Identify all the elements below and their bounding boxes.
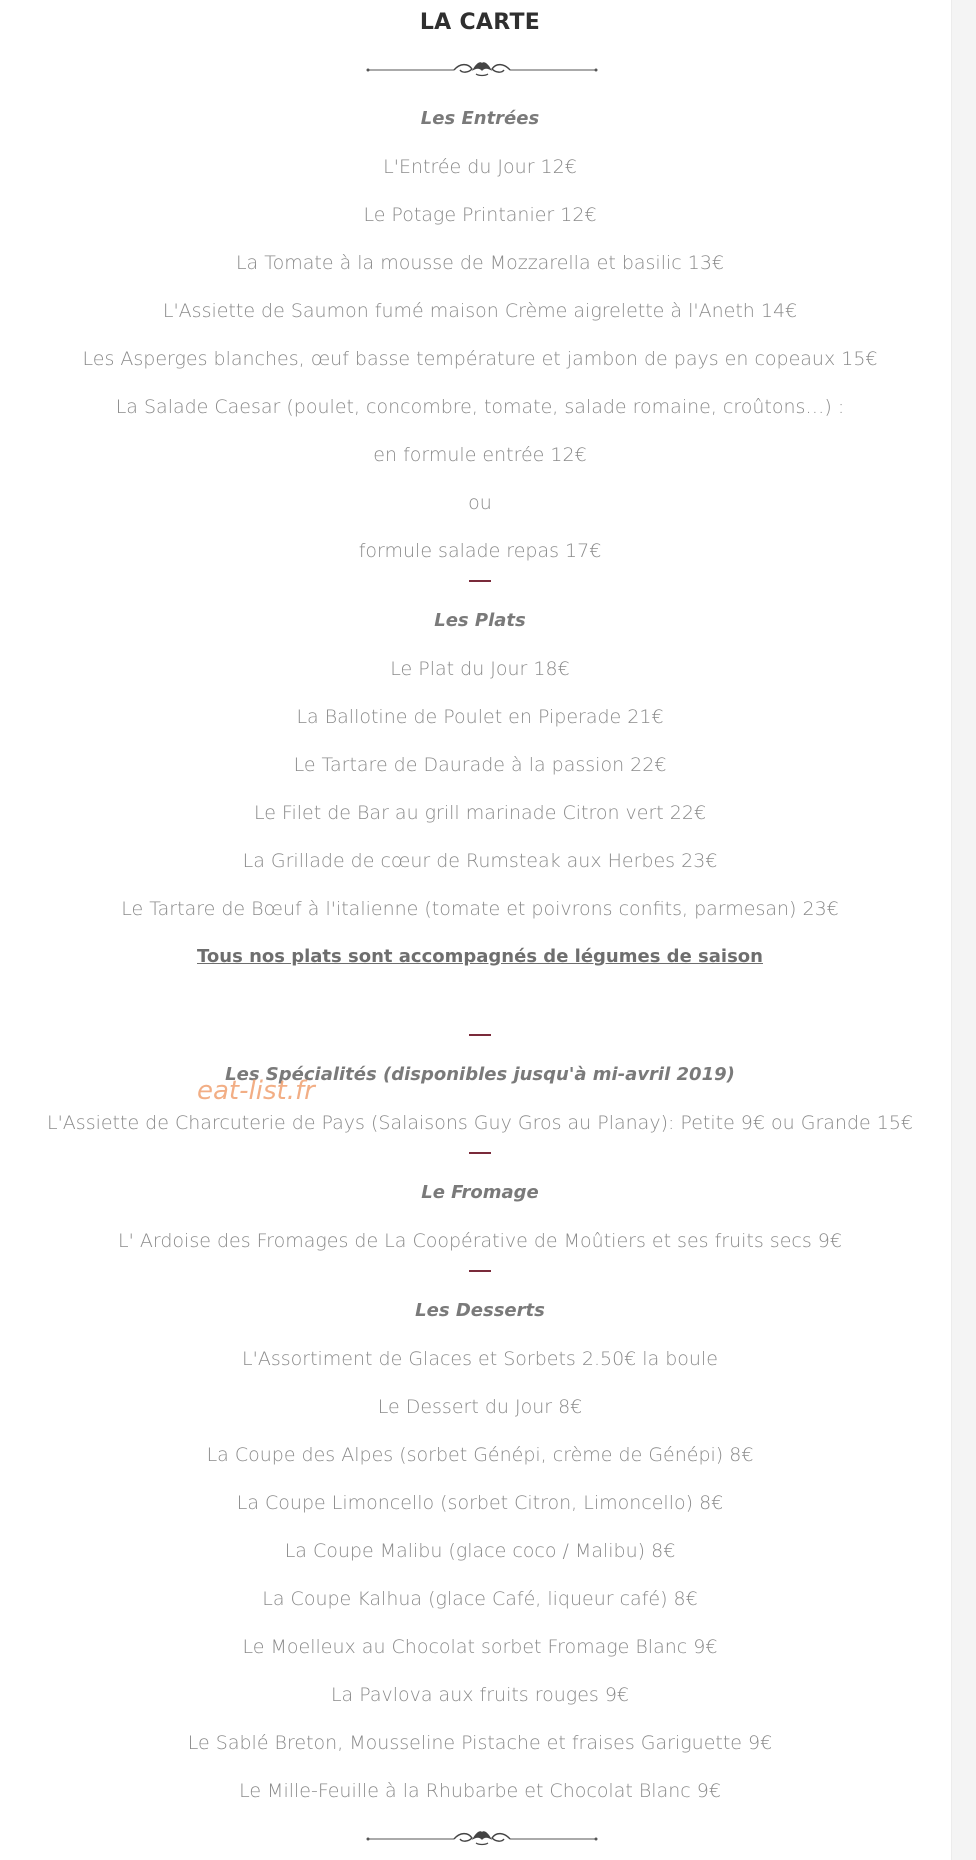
menu-item: L'Entrée du Jour 12€ — [383, 156, 577, 178]
menu-item: La Coupe Kalhua (glace Café, liqueur café) 8€ — [262, 1588, 698, 1610]
menu-item: Le Potage Printanier 12€ — [363, 204, 597, 226]
menu-item: L'Assortiment de Glaces et Sorbets 2.50€ la boule — [242, 1348, 718, 1370]
menu-item: La Salade Caesar (poulet, concombre, tomate, salade romaine, croûtons…) : — [115, 396, 845, 418]
section-separator — [469, 580, 491, 582]
section-heading-plats: Les Plats — [434, 610, 526, 631]
menu-item: La Coupe Malibu (glace coco / Malibu) 8€ — [284, 1540, 676, 1562]
menu-item: Le Filet de Bar au grill marinade Citron vert 22€ — [253, 802, 707, 824]
menu-item: L'Assiette de Charcuterie de Pays (Salaisons Guy Gros au Planay): Petite 9€ ou Grande 15€ — [46, 1112, 913, 1134]
floral-divider-icon — [364, 1828, 600, 1850]
section-heading-desserts: Les Desserts — [415, 1300, 545, 1321]
menu-item: La Coupe Limoncello (sorbet Citron, Limoncello) 8€ — [236, 1492, 724, 1514]
section-separator — [469, 1270, 491, 1272]
menu-item: La Pavlova aux fruits rouges 9€ — [330, 1684, 630, 1706]
menu-item: Le Dessert du Jour 8€ — [377, 1396, 583, 1418]
menu-item: Le Tartare de Daurade à la passion 22€ — [293, 754, 667, 776]
menu-item: L'Assiette de Saumon fumé maison Crème aigrelette à l'Aneth 14€ — [162, 300, 798, 322]
page-edge — [951, 0, 976, 1860]
menu-item: La Ballotine de Poulet en Piperade 21€ — [296, 706, 664, 728]
section-heading-fromage: Le Fromage — [421, 1182, 539, 1203]
menu-item: L' Ardoise des Fromages de La Coopérative de Moûtiers et ses fruits secs 9€ — [118, 1230, 842, 1252]
menu-item: en formule entrée 12€ — [373, 444, 587, 466]
menu-item: formule salade repas 17€ — [358, 540, 602, 562]
menu-item: ou — [468, 492, 492, 514]
menu-item: Le Mille-Feuille à la Rhubarbe et Chocolat Blanc 9€ — [239, 1780, 721, 1802]
menu-item: La Tomate à la mousse de Mozzarella et basilic 13€ — [235, 252, 725, 274]
page-title: LA CARTE — [419, 10, 541, 35]
floral-divider-icon — [364, 59, 600, 81]
menu-item: Le Moelleux au Chocolat sorbet Fromage Blanc 9€ — [242, 1636, 718, 1658]
section-heading-entrees: Les Entrées — [420, 108, 540, 129]
menu-item: La Grillade de cœur de Rumsteak aux Herbes 23€ — [242, 850, 718, 872]
section-separator — [469, 1152, 491, 1154]
section-heading-specialites: Les Spécialités (disponibles jusqu'à mi-avril 2019) — [225, 1064, 735, 1085]
menu-item: Le Plat du Jour 18€ — [390, 658, 570, 680]
watermark: eat-list.fr — [197, 1076, 315, 1106]
menu-item: Le Tartare de Bœuf à l'italienne (tomate et poivrons confits, parmesan) 23€ — [121, 898, 839, 920]
menu-item: La Coupe des Alpes (sorbet Génépi, crème de Génépi) 8€ — [206, 1444, 754, 1466]
side-dish-note: Tous nos plats sont accompagnés de légumes de saison — [197, 946, 763, 967]
menu-item: Le Sablé Breton, Mousseline Pistache et fraises Gariguette 9€ — [187, 1732, 773, 1754]
menu-item: Les Asperges blanches, œuf basse température et jambon de pays en copeaux 15€ — [82, 348, 878, 370]
section-separator — [469, 1034, 491, 1036]
